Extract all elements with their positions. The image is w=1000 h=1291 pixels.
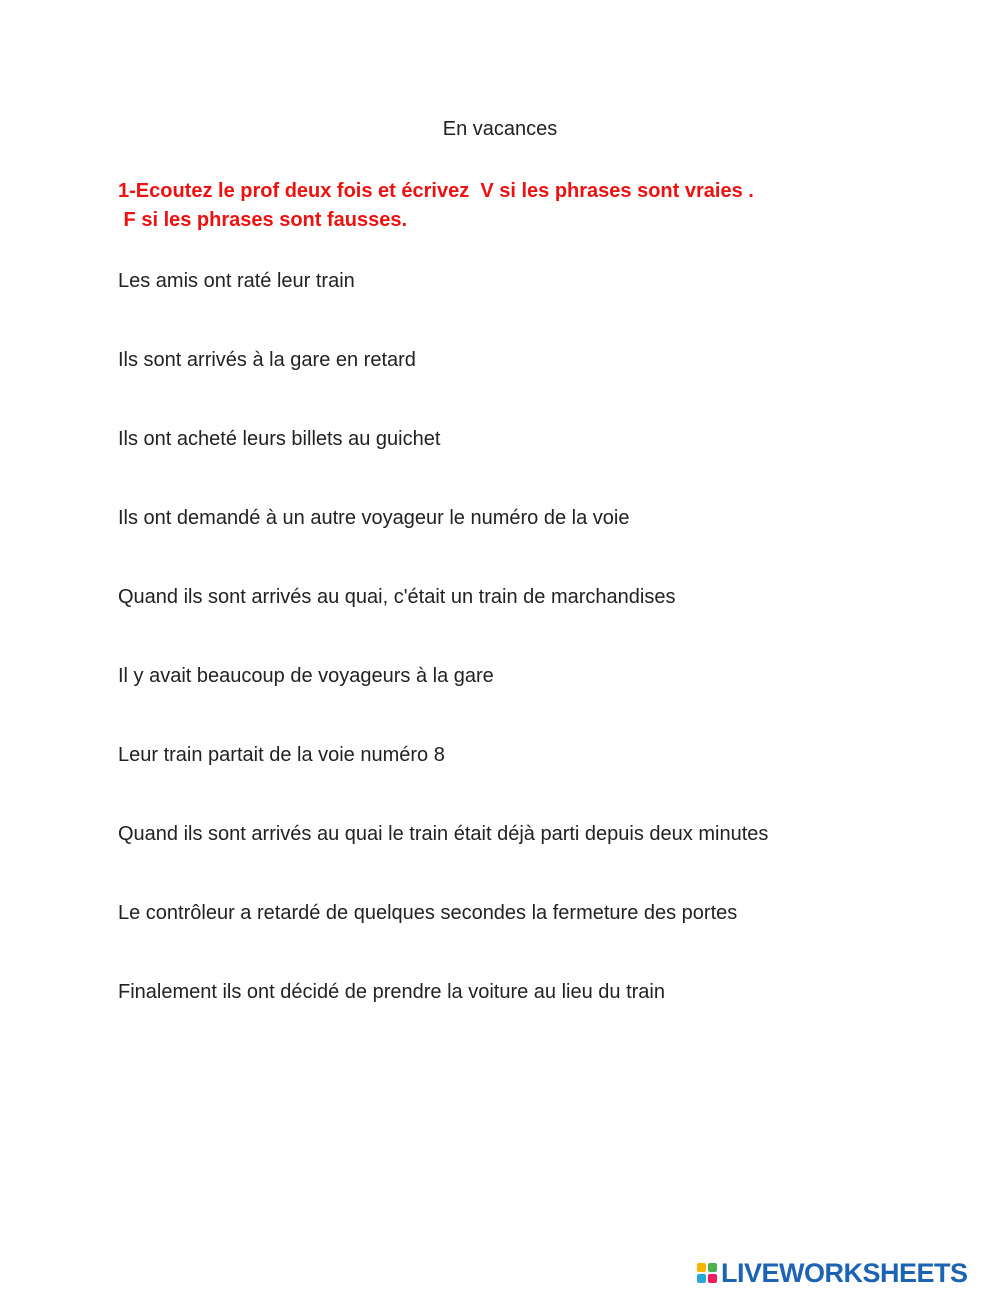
instruction-line-1: 1-Ecoutez le prof deux fois et écrivez V si les phrases sont vraies . [118, 180, 754, 202]
logo-block [708, 1263, 717, 1272]
statement-item: Les amis ont raté leur train [118, 270, 355, 292]
statement-item: Il y avait beaucoup de voyageurs à la gare [118, 665, 494, 687]
page-title: En vacances [442, 118, 558, 140]
logo-block [708, 1274, 717, 1283]
liveworksheets-logo-icon [697, 1263, 717, 1283]
logo-block [697, 1274, 706, 1283]
statement-list [118, 269, 768, 1059]
statement-item: Finalement ils ont décidé de prendre la voiture au lieu du train [118, 981, 665, 1003]
statement-item: Leur train partait de la voie numéro 8 [118, 744, 445, 766]
statement-item: Ils ont demandé à un autre voyageur le numéro de la voie [118, 507, 630, 529]
statement-item: Ils sont arrivés à la gare en retard [118, 349, 416, 371]
instruction-line-2: F si les phrases sont fausses. [118, 209, 408, 231]
statement-item: Quand ils sont arrivés au quai le train était déjà parti depuis deux minutes [118, 823, 769, 845]
statement-item: Ils ont acheté leurs billets au guichet [118, 428, 441, 450]
statement-item: Quand ils sont arrivés au quai, c'était un train de marchandises [118, 586, 676, 608]
logo-block [697, 1263, 706, 1272]
watermark-text: LIVEWORKSHEETS [721, 1257, 968, 1288]
statement-item: Le contrôleur a retardé de quelques secondes la fermeture des portes [118, 902, 738, 924]
liveworksheets-watermark [697, 1258, 968, 1288]
